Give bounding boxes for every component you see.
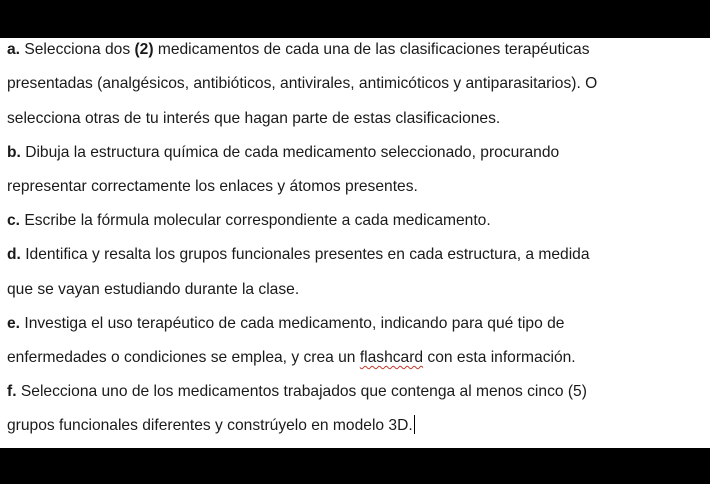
item-a-quantity: (2) [134,41,154,58]
item-e-line-2 [7,346,576,370]
item-d-marker: d. [7,246,21,263]
item-f-line-2 [7,414,415,438]
top-black-bar [0,0,710,38]
item-a-line-2: presentadas (analgésicos, antibióticos, antivirales, antimicóticos y antiparasitarios). O [7,75,598,92]
item-c-text: Escribe la fórmula molecular correspondiente a cada medicamento. [24,212,491,229]
item-b-text: Dibuja la estructura química de cada medicamento seleccionado, procurando [25,144,560,161]
document-page[interactable] [0,38,710,448]
item-a-marker: a. [7,41,21,58]
item-e-marker: e. [7,315,21,332]
item-d-text: Identifica y resalta los grupos funcionales presentes en cada estructura, a medida [25,246,590,263]
item-a-line-1 [7,38,590,62]
text-cursor [414,415,415,434]
item-a-text-pre: Selecciona dos [24,41,135,58]
item-a-text-post: medicamentos de cada una de las clasificaciones terapéuticas [153,41,590,58]
item-e-text-pre: enfermedades o condiciones se emplea, y crea un [7,349,360,366]
item-f-text-2: grupos funcionales diferentes y constrúyelo en modelo 3D. [7,417,413,434]
item-d-line-2: que se vayan estudiando durante la clase. [7,281,300,298]
item-d-line-1 [7,243,590,267]
item-e-text: Investiga el uso terapéutico de cada medicamento, indicando para qué tipo de [24,315,565,332]
item-b-line-1 [7,141,559,165]
item-b-line-2: representar correctamente los enlaces y átomos presentes. [7,178,418,195]
misspelled-word[interactable]: flashcard [359,349,424,366]
item-c-line-1 [7,209,491,233]
item-e-line-1 [7,312,564,336]
item-b-marker: b. [7,144,21,161]
item-a-line-3: selecciona otras de tu interés que hagan parte de estas clasificaciones. [7,110,501,127]
item-e-text-post: con esta información. [423,349,576,366]
item-c-marker: c. [7,212,21,229]
item-f-marker: f. [7,383,17,400]
item-f-line-1 [7,380,587,404]
item-f-text: Selecciona uno de los medicamentos trabajados que contenga al menos cinco (5) [20,383,587,400]
bottom-black-bar [0,448,710,484]
